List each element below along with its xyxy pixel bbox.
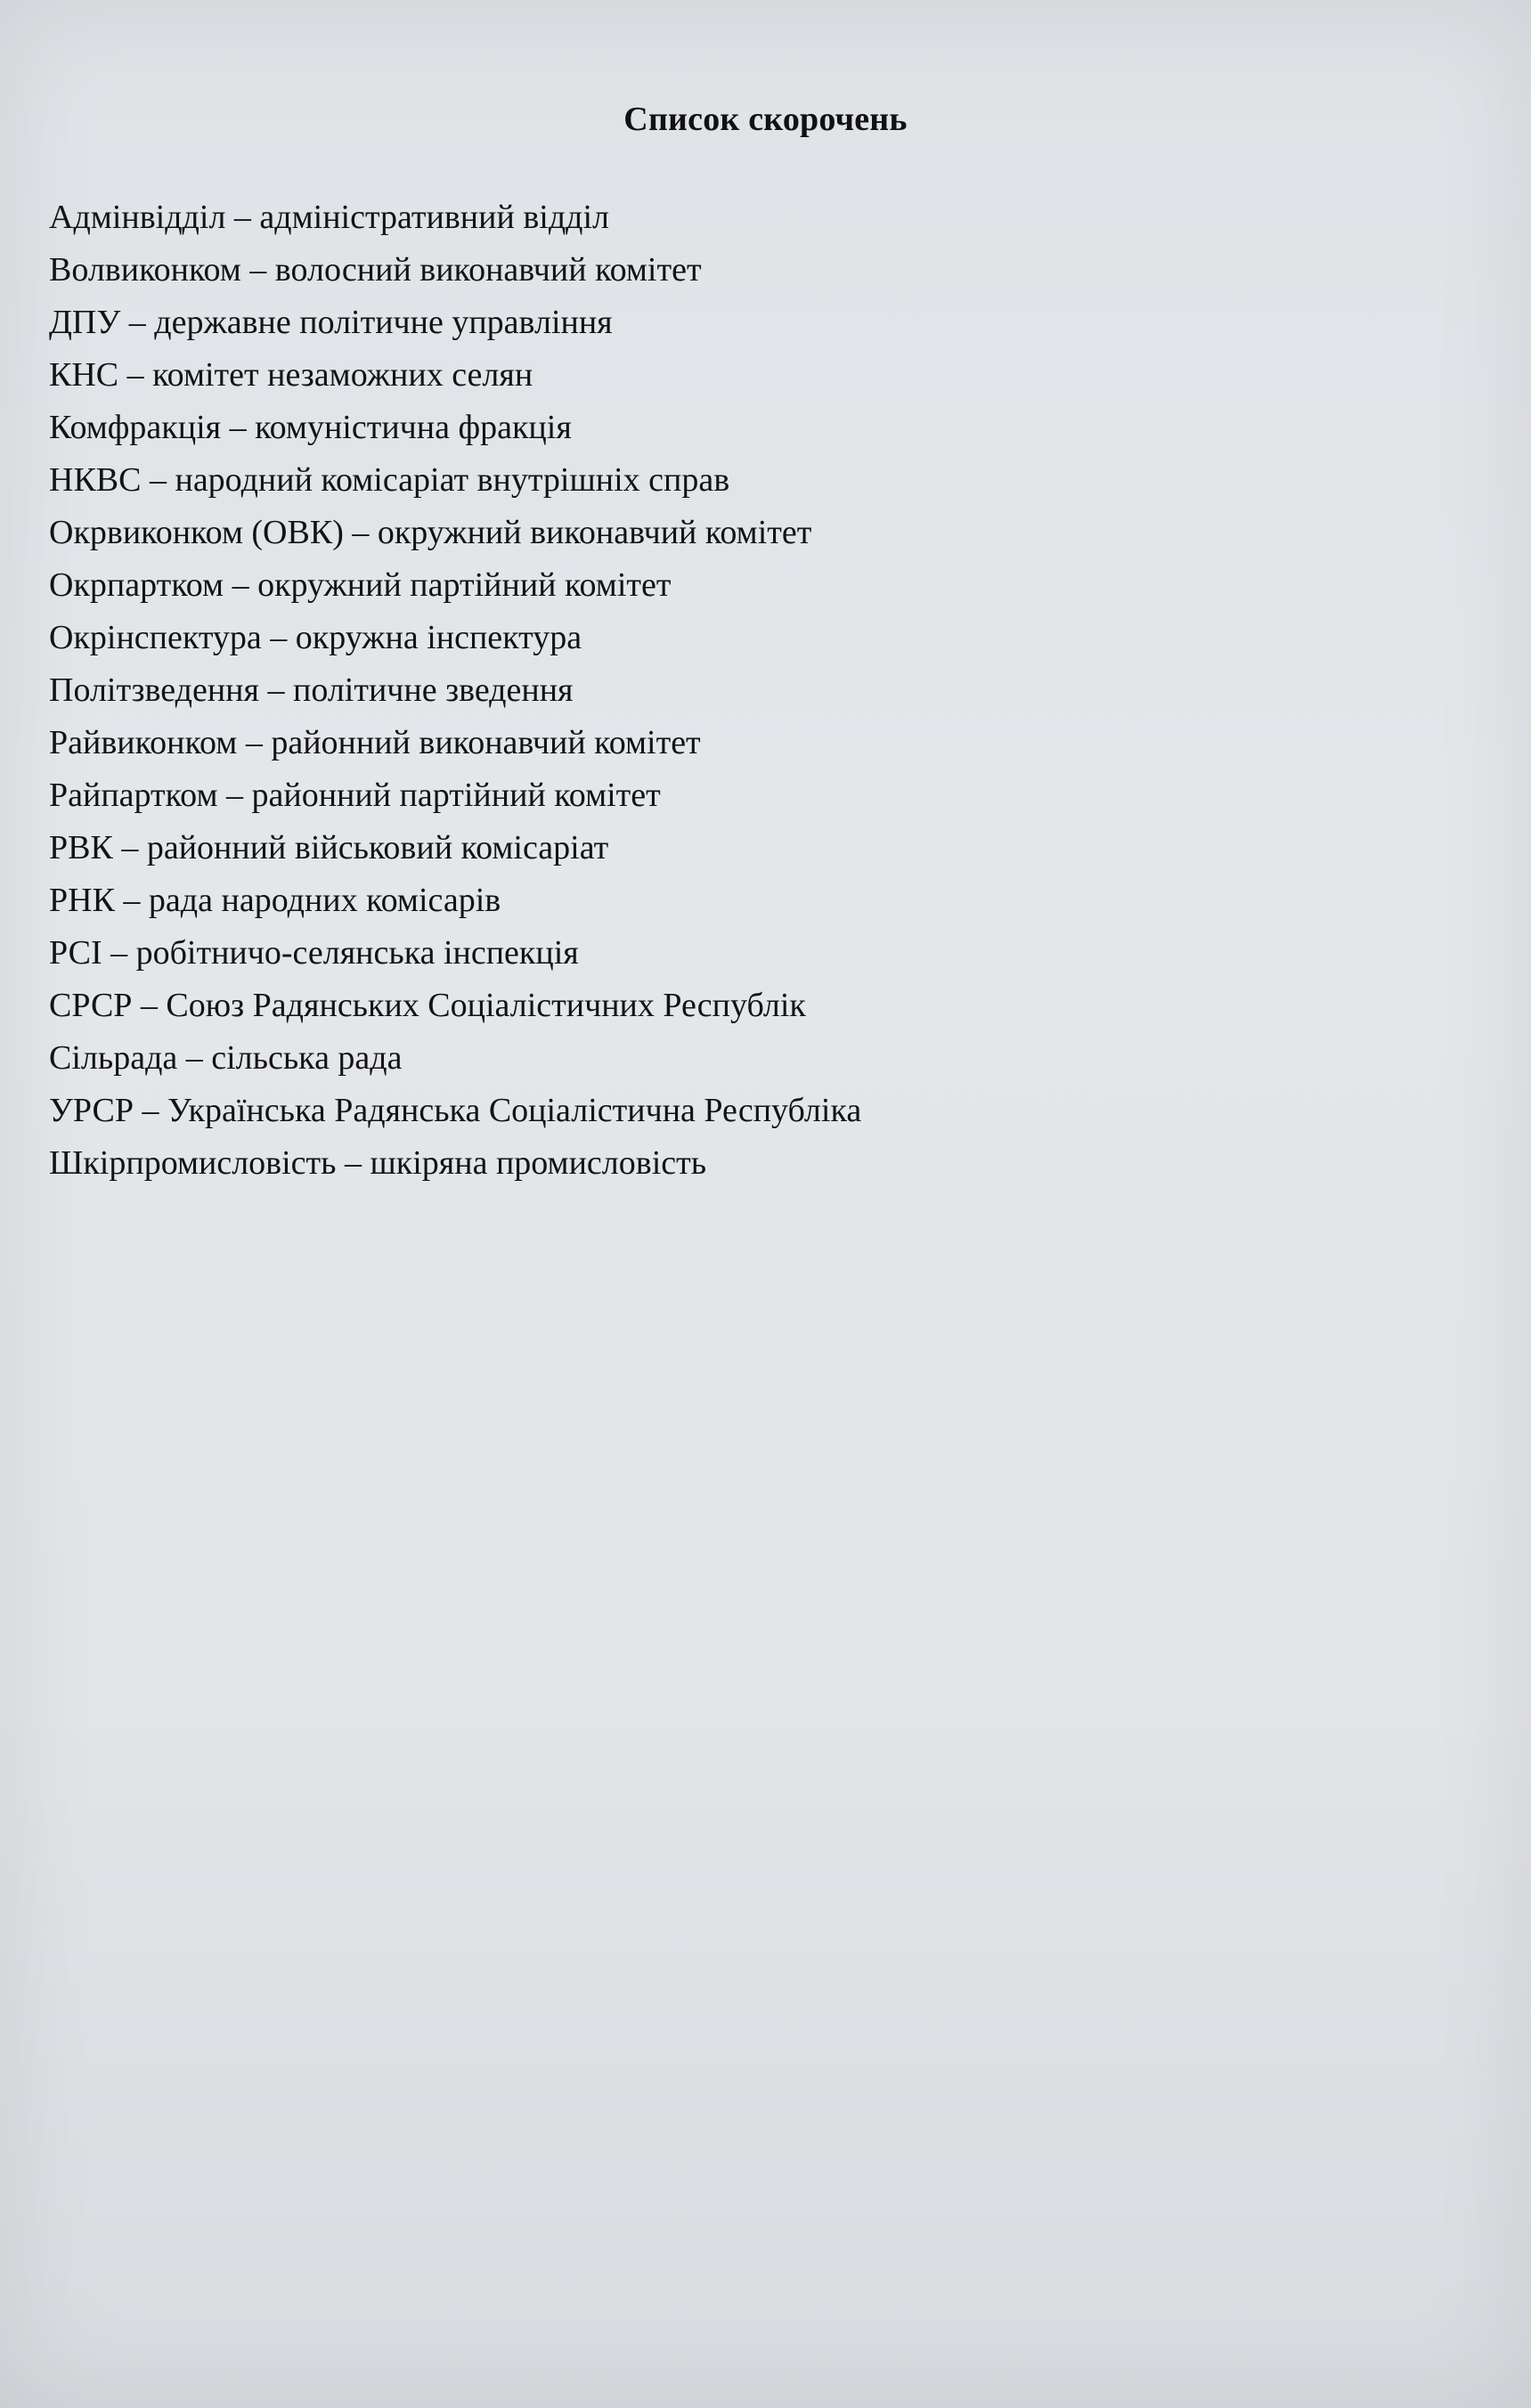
list-item: Райвиконком – районний виконавчий комітет xyxy=(49,724,701,761)
list-item: РВК – районний військовий комісаріат xyxy=(49,829,609,866)
list-item: РСІ – робітничо-селянська інспекція xyxy=(49,934,579,972)
list-item: Волвиконком – волосний виконавчий комітет xyxy=(49,251,702,289)
list-item: КНС – комітет незаможних селян xyxy=(49,356,533,394)
list-item: Шкірпромисловість – шкіряна промисловість xyxy=(49,1144,707,1182)
list-item: Сільрада – сільська рада xyxy=(49,1039,403,1077)
list-item: Окрвиконком (ОВК) – окружний виконавчий комітет xyxy=(49,514,812,551)
list-item: СРСР – Союз Радянських Соціалістичних Республік xyxy=(49,987,806,1024)
list-item: Комфракція – комуністична фракція xyxy=(49,409,572,446)
page-title: Список скорочень xyxy=(623,101,908,138)
list-item: РНК – рада народних комісарів xyxy=(49,882,501,919)
list-item: ДПУ – державне політичне управління xyxy=(49,304,613,341)
list-item: Політзведення – політичне зведення xyxy=(49,671,574,709)
list-item: Окрпартком – окружний партійний комітет xyxy=(49,566,672,604)
abbreviation-list xyxy=(49,191,1207,1190)
list-item: НКВС – народний комісаріат внутрішніх справ xyxy=(49,461,730,499)
list-item: Окрінспектура – окружна інспектура xyxy=(49,619,582,656)
list-item: Райпартком – районний партійний комітет xyxy=(49,777,661,814)
list-item: УРСР – Українська Радянська Соціалістична Республіка xyxy=(49,1092,862,1129)
list-item: Адмінвідділ – адміністративний відділ xyxy=(49,199,610,236)
